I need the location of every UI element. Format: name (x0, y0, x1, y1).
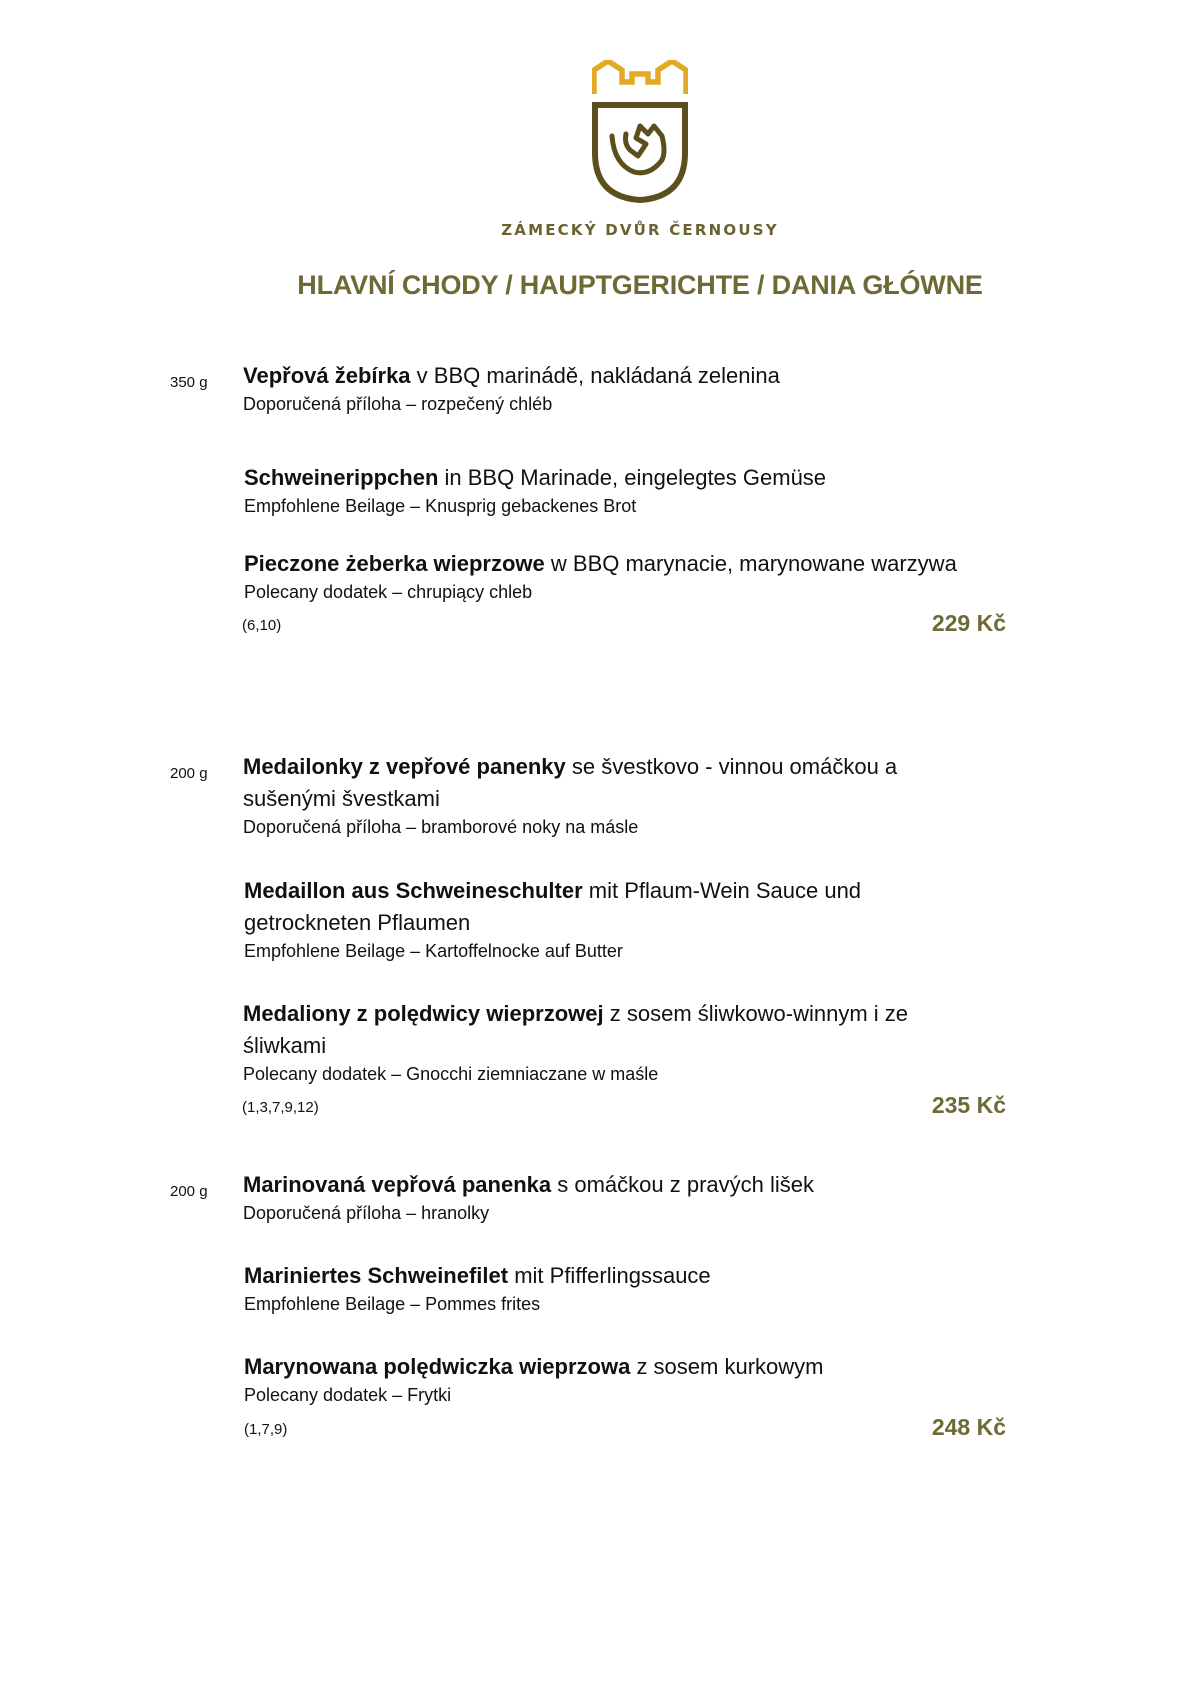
dish-title: Mariniertes Schweinefilet (244, 1263, 509, 1288)
dish-side: Polecany dodatek – chrupiący chleb (244, 582, 533, 602)
item-weight: 350 g (170, 374, 208, 391)
price: 229 Kč (931, 610, 1006, 636)
dish-side: Polecany dodatek – Frytki (244, 1385, 452, 1405)
dish-pl (244, 548, 1034, 605)
dish-side: Polecany dodatek – Gnocchi ziemniaczane w maśle (243, 1064, 659, 1084)
dish-description: mit Pfifferlingssauce (508, 1263, 711, 1288)
dish-side: Empfohlene Beilage – Kartoffelnocke auf Butter (244, 941, 623, 961)
dish-description: z sosem kurkowym (630, 1354, 824, 1379)
dish-name (243, 998, 963, 1062)
dish-title: Vepřová žebírka (243, 363, 411, 388)
dish-name (244, 1260, 1034, 1292)
dish-description: s omáčkou z pravých lišek (551, 1172, 814, 1197)
item-weight: 200 g (170, 765, 208, 782)
dish-title: Medaillon aus Schweineschulter (244, 878, 583, 903)
dish-description: z sosem śliwkowo-winnym i ze śliwkami (243, 1001, 909, 1058)
dish-name (244, 875, 944, 939)
dish-name (243, 1169, 1033, 1201)
dish-cz (243, 751, 983, 840)
dish-title: Medailonky z vepřové panenky (243, 754, 566, 779)
dish-de (244, 462, 1034, 519)
page-title: HLAVNÍ CHODY / HAUPTGERICHTE / DANIA GŁÓWNE (297, 270, 983, 300)
dish-cz (243, 1169, 1033, 1226)
dish-side: Empfohlene Beilage – Knusprig gebackenes Brot (244, 496, 637, 516)
castle-horse-shield-logo-icon (592, 60, 688, 204)
dish-description: v BBQ marinádě, nakládaná zelenina (410, 363, 780, 388)
dish-title: Pieczone żeberka wieprzowe (244, 551, 545, 576)
dish-name (244, 548, 1034, 580)
dish-de (244, 875, 944, 964)
price: 235 Kč (931, 1092, 1006, 1118)
dish-description: in BBQ Marinade, eingelegtes Gemüse (438, 465, 827, 490)
dish-pl (244, 1351, 1034, 1408)
item-weight: 200 g (170, 1183, 208, 1200)
allergens: (1,3,7,9,12) (242, 1099, 319, 1116)
dish-pl (243, 998, 963, 1087)
dish-cz (243, 360, 1033, 417)
dish-name (243, 360, 1033, 392)
dish-de (244, 1260, 1034, 1317)
price: 248 Kč (931, 1414, 1006, 1440)
dish-side: Doporučená příloha – bramborové noky na másle (243, 817, 639, 837)
dish-title: Schweinerippchen (244, 465, 439, 490)
dish-description: mit Pflaum-Wein Sauce und getrockneten Pflaumen (244, 878, 862, 935)
dish-title: Marinovaná vepřová panenka (243, 1172, 552, 1197)
dish-title: Marynowana polędwiczka wieprzowa (244, 1354, 631, 1379)
allergens: (6,10) (242, 617, 282, 634)
dish-name (244, 462, 1034, 494)
brand-name: ZÁMECKÝ DVŮR ČERNOUSY (501, 221, 779, 239)
dish-description: w BBQ marynacie, marynowane warzywa (544, 551, 957, 576)
dish-name (243, 751, 983, 815)
allergens: (1,7,9) (244, 1421, 288, 1438)
dish-name (244, 1351, 1034, 1383)
dish-side: Empfohlene Beilage – Pommes frites (244, 1294, 541, 1314)
dish-description: se švestkovo - vinnou omáčkou a sušenými švestkami (243, 754, 898, 811)
dish-side: Doporučená příloha – hranolky (243, 1203, 490, 1223)
dish-side: Doporučená příloha – rozpečený chléb (243, 394, 553, 414)
dish-title: Medaliony z polędwicy wieprzowej (243, 1001, 604, 1026)
